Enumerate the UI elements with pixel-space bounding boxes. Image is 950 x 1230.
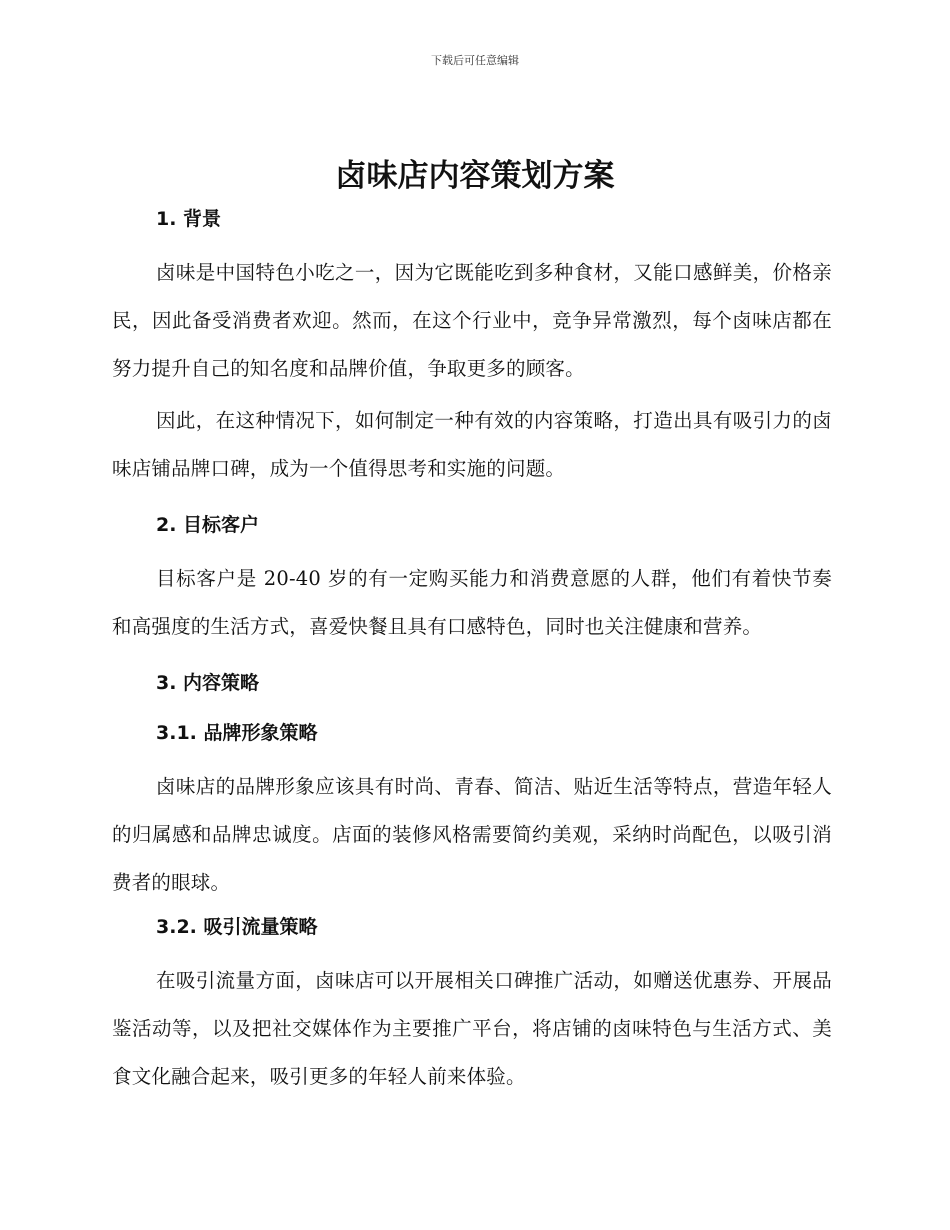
document-body bbox=[112, 203, 832, 1101]
section-heading-content-strategy: 3. 内容策略 bbox=[156, 672, 260, 694]
paragraph-background-1: 卤味是中国特色小吃之一，因为它既能吃到多种食材，又能口感鲜美，价格亲民，因此备受消费者欢迎。然而，在这个行业中，竞争异常激烈，每个卤味店都在努力提升自己的知名度和品牌价值，争取更多的顾客。 bbox=[112, 261, 832, 380]
page-header-note: 下载后可任意编辑 bbox=[431, 54, 519, 67]
paragraph-traffic: 在吸引流量方面，卤味店可以开展相关口碑推广活动，如赠送优惠券、开展品鉴活动等，以及把社交媒体作为主要推广平台，将店铺的卤味特色与生活方式、美食文化融合起来，吸引更多的年轻人前来体验。 bbox=[112, 969, 832, 1088]
section-heading-background: 1. 背景 bbox=[156, 208, 222, 230]
document-title: 卤味店内容策划方案 bbox=[335, 158, 615, 194]
subsection-heading-traffic: 3.2. 吸引流量策略 bbox=[156, 916, 318, 938]
paragraph-brand-image: 卤味店的品牌形象应该具有时尚、青春、简洁、贴近生活等特点，营造年轻人的归属感和品牌忠诚度。店面的装修风格需要简约美观，采纳时尚配色，以吸引消费者的眼球。 bbox=[112, 775, 832, 894]
section-heading-target-customers: 2. 目标客户 bbox=[156, 514, 260, 536]
subsection-heading-brand-image: 3.1. 品牌形象策略 bbox=[156, 722, 318, 744]
paragraph-target-customers: 目标客户是 20-40 岁的有一定购买能力和消费意愿的人群，他们有着快节奏和高强度的生活方式，喜爱快餐且具有口感特色，同时也关注健康和营养。 bbox=[112, 567, 832, 638]
paragraph-background-2: 因此，在这种情况下，如何制定一种有效的内容策略，打造出具有吸引力的卤味店铺品牌口碑，成为一个值得思考和实施的问题。 bbox=[112, 409, 832, 480]
